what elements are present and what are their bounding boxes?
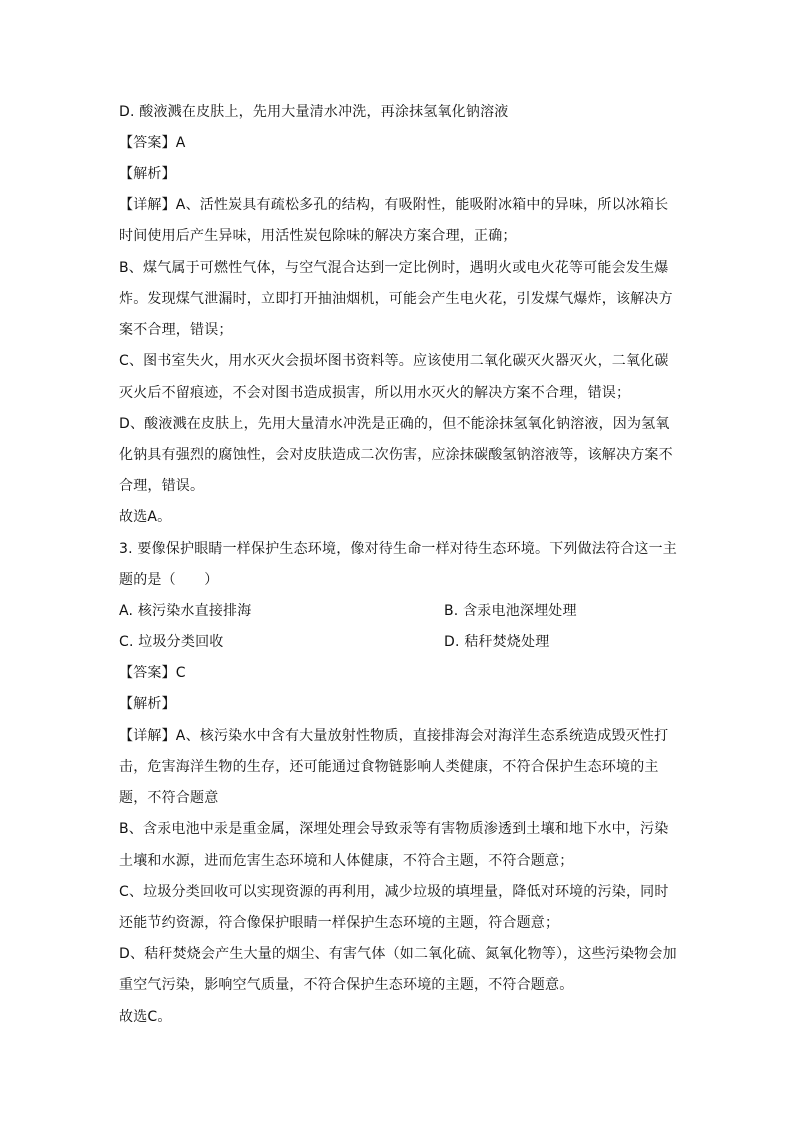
text-line: D. 酸液溅在皮肤上，先用大量清水冲洗，再涂抹氢氧化钠溶液 xyxy=(119,104,509,120)
text-line: 重空气污染，影响空气质量，不符合保护生态环境的主题，不符合题意。 xyxy=(119,977,574,993)
text-line: 题，不符合题意 xyxy=(119,790,219,806)
text-line: 击，危害海洋生物的生存，还可能通过食物链影响人类健康，不符合保护生态环境的主 xyxy=(119,759,659,775)
option-a: A. 核污染水直接排海 xyxy=(119,603,252,619)
question-text: 题的是（ ） xyxy=(119,572,219,588)
text-line: 化钠具有强烈的腐蚀性，会对皮肤造成二次伤害，应涂抹碳酸氢钠溶液等，该解决方案不 xyxy=(119,447,673,463)
text-line: 灭火后不留痕迹，不会对图书造成损害，所以用水灭火的解决方案不合理，错误； xyxy=(119,385,631,401)
text-line: 案不合理，错误； xyxy=(119,322,233,338)
text-line: B、含汞电池中汞是重金属，深埋处理会导致汞等有害物质渗透到土壤和地下水中，污染 xyxy=(119,821,669,837)
text-line: 还能节约资源，符合像保护眼睛一样保护生态环境的主题，符合题意； xyxy=(119,915,560,931)
option-c: C. 垃圾分类回收 xyxy=(119,634,224,650)
choice-line: 故选A。 xyxy=(119,509,172,525)
text-line: C、垃圾分类回收可以实现资源的再利用，减少垃圾的填埋量，降低对环境的污染，同时 xyxy=(119,884,669,900)
answer-label: 【答案】A xyxy=(119,135,186,151)
text-line: D、酸液溅在皮肤上，先用大量清水冲洗是正确的，但不能涂抹氢氧化钠溶液，因为氢氧 xyxy=(119,416,670,432)
text-line: 土壤和水源，进而危害生态环境和人体健康，不符合主题，不符合题意； xyxy=(119,853,574,869)
option-d: D. 秸秆焚烧处理 xyxy=(444,634,550,650)
text-line: C、图书室失火，用水灭火会损坏图书资料等。应该使用二氧化碳灭火器灭火，二氧化碳 xyxy=(119,353,669,369)
answer-label: 【答案】C xyxy=(119,665,186,681)
choice-line: 故选C。 xyxy=(119,1009,172,1025)
text-line: 时间使用后产生异味，用活性炭包除味的解决方案合理，正确； xyxy=(119,228,517,244)
text-line: B、煤气属于可燃性气体，与空气混合达到一定比例时，遇明火或电火花等可能会发生爆 xyxy=(119,260,669,276)
analysis-label: 【解析】 xyxy=(119,696,176,712)
text-line: D、秸秆焚烧会产生大量的烟尘、有害气体（如二氧化硫、氮氧化物等），这些污染物会加 xyxy=(119,946,677,962)
analysis-label: 【解析】 xyxy=(119,166,176,182)
text-line: 【详解】A、活性炭具有疏松多孔的结构，有吸附性，能吸附冰箱中的异味，所以冰箱长 xyxy=(119,197,669,213)
option-b: B. 含汞电池深埋处理 xyxy=(444,603,577,619)
text-line: 炸。发现煤气泄漏时，立即打开抽油烟机，可能会产生电火花，引发煤气爆炸，该解决方 xyxy=(119,291,673,307)
text-line: 【详解】A、核污染水中含有大量放射性物质，直接排海会对海洋生态系统造成毁灭性打 xyxy=(119,728,669,744)
text-line: 合理，错误。 xyxy=(119,478,205,494)
question-text: 3. 要像保护眼睛一样保护生态环境，像对待生命一样对待生态环境。下列做法符合这一主 xyxy=(119,541,678,557)
